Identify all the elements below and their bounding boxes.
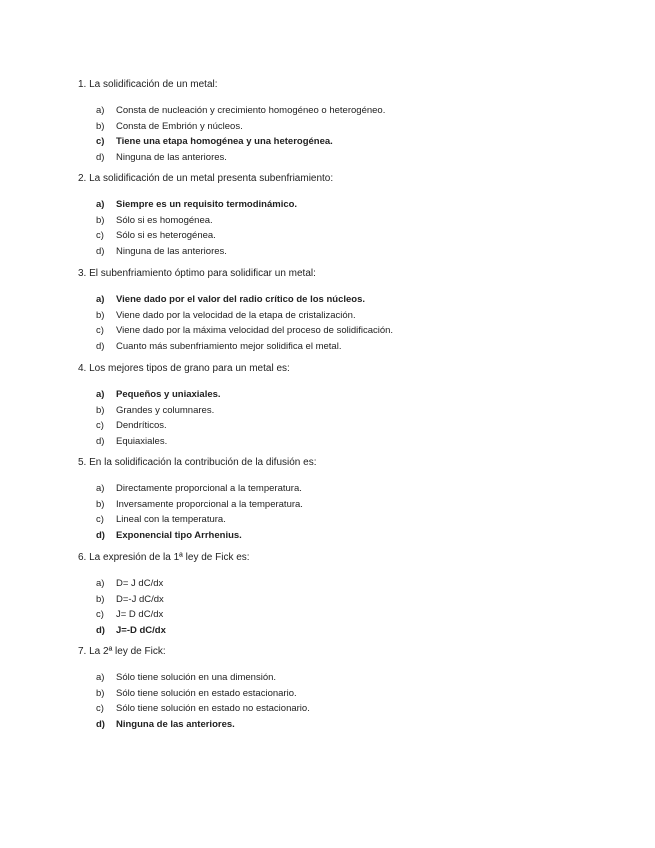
answer-option: [78, 244, 638, 260]
answer-option: [78, 308, 638, 324]
answer-option: [78, 717, 638, 733]
option-letter: a): [96, 105, 105, 116]
option-text: Sólo si es heterogénea.: [116, 230, 216, 241]
answer-option: [78, 213, 638, 229]
answer-option: [78, 576, 638, 592]
answer-option: [78, 701, 638, 717]
option-letter: a): [96, 389, 105, 400]
answer-option: [78, 387, 638, 403]
answer-options: [78, 292, 638, 354]
answer-option: [78, 323, 638, 339]
option-letter: d): [96, 624, 105, 636]
option-letter: a): [96, 672, 105, 683]
answer-option: [78, 434, 638, 450]
option-letter: b): [96, 593, 105, 605]
option-letter: a): [96, 294, 105, 305]
option-text: Viene dado por la velocidad de la etapa de cristalización.: [116, 309, 356, 321]
option-text: Inversamente proporcional a la temperatura.: [116, 498, 303, 510]
question-6: [78, 551, 638, 638]
answer-option: [78, 418, 638, 434]
answer-option: [78, 512, 638, 528]
option-letter: d): [96, 435, 105, 447]
option-text: Ninguna de las anteriores.: [116, 718, 235, 730]
option-letter: c): [96, 514, 104, 525]
answer-option: [78, 670, 638, 686]
question-2: [78, 172, 638, 259]
answer-option: [78, 292, 638, 308]
option-text: Cuanto más subenfriamiento mejor solidifica el metal.: [116, 340, 342, 352]
option-text: Ninguna de las anteriores.: [116, 245, 227, 257]
question-1: [78, 78, 638, 165]
option-letter: d): [96, 340, 105, 352]
question-title: 4. Los mejores tipos de grano para un metal es:: [78, 363, 290, 374]
answer-options: [78, 103, 638, 165]
answer-option: [78, 686, 638, 702]
option-letter: c): [96, 609, 104, 620]
option-letter: d): [96, 529, 105, 541]
option-letter: b): [96, 120, 105, 132]
option-letter: c): [96, 420, 104, 431]
question-title: 7. La 2ª ley de Fick:: [78, 646, 166, 657]
answer-option: [78, 119, 638, 135]
answer-option: [78, 403, 638, 419]
option-text: Lineal con la temperatura.: [116, 514, 226, 525]
option-letter: b): [96, 687, 105, 699]
option-letter: d): [96, 245, 105, 257]
question-5: [78, 456, 638, 543]
question-3: [78, 267, 638, 354]
option-letter: b): [96, 498, 105, 510]
answer-option: [78, 228, 638, 244]
option-text: Consta de nucleación y crecimiento homogéneo o heterogéneo.: [116, 105, 386, 116]
option-letter: b): [96, 309, 105, 321]
option-text: Equiaxiales.: [116, 435, 168, 447]
answer-options: [78, 670, 638, 732]
answer-options: [78, 387, 638, 449]
option-text: Viene dado por el valor del radio crítico de los núcleos.: [116, 294, 366, 305]
option-letter: a): [96, 578, 105, 589]
answer-option: [78, 197, 638, 213]
option-text: D= J dC/dx: [116, 578, 164, 589]
option-letter: c): [96, 703, 104, 714]
question-title: 6. La expresión de la 1ª ley de Fick es:: [78, 552, 250, 563]
answer-option: [78, 497, 638, 513]
option-text: Directamente proporcional a la temperatura.: [116, 483, 302, 494]
option-text: D=-J dC/dx: [116, 593, 164, 605]
answer-option: [78, 103, 638, 119]
option-text: Tiene una etapa homogénea y una heterogénea.: [116, 136, 333, 147]
answer-options: [78, 481, 638, 543]
answer-option: [78, 339, 638, 355]
option-text: Grandes y columnares.: [116, 404, 215, 416]
option-text: Pequeños y uniaxiales.: [116, 389, 221, 400]
option-text: Sólo tiene solución en estado no estacionario.: [116, 703, 310, 714]
option-text: J=-D dC/dx: [116, 624, 166, 636]
option-text: Exponencial tipo Arrhenius.: [116, 529, 242, 541]
option-letter: c): [96, 325, 104, 336]
option-text: Sólo si es homogénea.: [116, 214, 213, 226]
option-text: Dendríticos.: [116, 420, 167, 431]
answer-options: [78, 576, 638, 638]
option-letter: d): [96, 718, 105, 730]
question-title: 2. La solidificación de un metal presenta subenfriamiento:: [78, 173, 334, 184]
option-letter: c): [96, 230, 104, 241]
question-4: [78, 362, 638, 449]
option-letter: b): [96, 214, 105, 226]
option-letter: a): [96, 199, 105, 210]
option-letter: a): [96, 483, 105, 494]
answer-option: [78, 481, 638, 497]
option-text: Sólo tiene solución en una dimensión.: [116, 672, 277, 683]
question-title: 1. La solidificación de un metal:: [78, 79, 218, 90]
question-title: 5. En la solidificación la contribución de la difusión es:: [78, 457, 317, 468]
question-7: [78, 645, 638, 732]
option-letter: c): [96, 136, 105, 147]
option-text: Ninguna de las anteriores.: [116, 151, 227, 163]
option-text: Siempre es un requisito termodinámico.: [116, 199, 298, 210]
answer-option: [78, 623, 638, 639]
answer-option: [78, 528, 638, 544]
option-text: Sólo tiene solución en estado estacionario.: [116, 687, 297, 699]
option-text: Consta de Embrión y núcleos.: [116, 120, 243, 132]
answer-option: [78, 134, 638, 150]
option-text: J= D dC/dx: [116, 609, 164, 620]
answer-option: [78, 592, 638, 608]
question-title: 3. El subenfriamiento óptimo para solidificar un metal:: [78, 268, 316, 279]
option-text: Viene dado por la máxima velocidad del proceso de solidificación.: [116, 325, 394, 336]
answer-option: [78, 607, 638, 623]
answer-options: [78, 197, 638, 259]
option-letter: b): [96, 404, 105, 416]
option-letter: d): [96, 151, 105, 163]
answer-option: [78, 150, 638, 166]
